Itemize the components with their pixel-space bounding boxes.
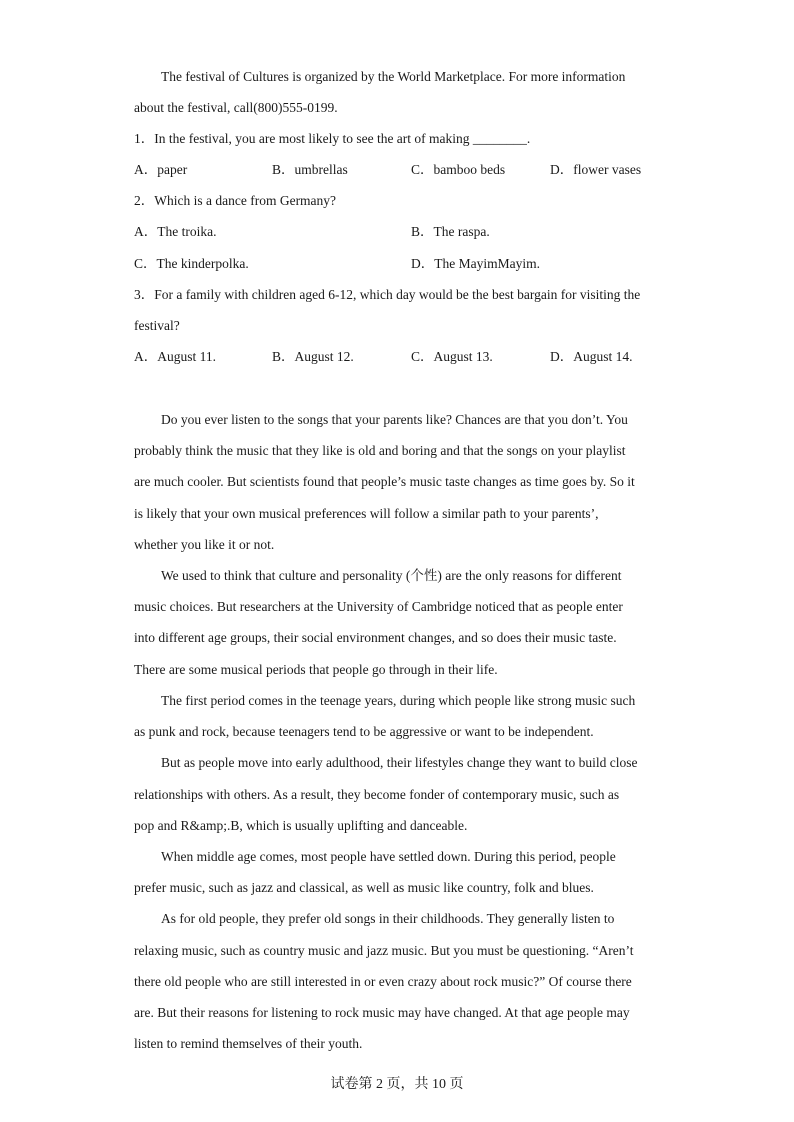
passage-b-line: When middle age comes, most people have settled down. During this period, people xyxy=(161,849,616,864)
question-2-option-a: A．The troika. xyxy=(134,224,217,239)
passage-b-line: are much cooler. But scientists found that people’s music taste changes as time goes by. So it xyxy=(134,474,635,489)
passage-b-line: prefer music, such as jazz and classical, as well as music like country, folk and blues. xyxy=(134,880,594,895)
page-footer: 试卷第 2 页，共 10 页 xyxy=(330,1077,464,1092)
passage-b-line: pop and R&amp;.B, which is usually uplifting and danceable. xyxy=(134,818,468,833)
question-3-stem: festival? xyxy=(134,318,180,333)
passage-b-line: There are some musical periods that people go through in their life. xyxy=(134,662,498,677)
passage-b-line: into different age groups, their social environment changes, and so does their music taste. xyxy=(134,630,617,645)
passage-b-line: relationships with others. As a result, they become fonder of contemporary music, such as xyxy=(134,787,620,802)
question-3-stem: 3．For a family with children aged 6-12, which day would be the best bargain for visiting the xyxy=(134,287,641,302)
passage-b-line: Do you ever listen to the songs that your parents like? Chances are that you don’t. You xyxy=(161,412,628,427)
passage-b-line: as punk and rock, because teenagers tend to be aggressive or want to be independent. xyxy=(134,724,594,739)
passage-a-line: The festival of Cultures is organized by the World Marketplace. For more information xyxy=(161,69,626,84)
question-2-option-b: B．The raspa. xyxy=(411,224,490,239)
passage-b-line: music choices. But researchers at the University of Cambridge noticed that as people enter xyxy=(134,599,623,614)
question-1-option-d: D．flower vases xyxy=(550,162,642,177)
passage-b-line: are. But their reasons for listening to rock music may have changed. At that age people may xyxy=(134,1005,630,1020)
passage-b-line: is likely that your own musical preferences will follow a similar path to your parents’, xyxy=(134,506,599,521)
passage-a-line: about the festival, call(800)555-0199. xyxy=(134,100,338,115)
question-2-stem: 2．Which is a dance from Germany? xyxy=(134,193,337,208)
question-1-stem: 1．In the festival, you are most likely to see the art of making ________. xyxy=(134,131,531,146)
question-3-option-b: B．August 12. xyxy=(272,349,354,364)
passage-b-line: We used to think that culture and personality (个性) are the only reasons for different xyxy=(161,568,622,583)
question-1-option-c: C．bamboo beds xyxy=(411,162,506,177)
question-2-option-c: C．The kinderpolka. xyxy=(134,256,249,271)
question-3-option-a: A．August 11. xyxy=(134,349,217,364)
passage-b-line: whether you like it or not. xyxy=(134,537,275,552)
passage-b-line: probably think the music that they like is old and boring and that the songs on your playlist xyxy=(134,443,626,458)
passage-b-line: there old people who are still interested in or even crazy about rock music?” Of course there xyxy=(134,974,632,989)
question-2-option-d: D．The MayimMayim. xyxy=(411,256,540,271)
passage-b-line: listen to remind themselves of their youth. xyxy=(134,1036,363,1051)
passage-b-line: As for old people, they prefer old songs in their childhoods. They generally listen to xyxy=(161,911,615,926)
passage-b-line: But as people move into early adulthood, their lifestyles change they want to build close xyxy=(161,755,638,770)
passage-b-line: relaxing music, such as country music and jazz music. But you must be questioning. “Aren’t xyxy=(134,943,634,958)
question-3-option-d: D．August 14. xyxy=(550,349,633,364)
question-1-option-b: B．umbrellas xyxy=(272,162,348,177)
question-3-option-c: C．August 13. xyxy=(411,349,493,364)
passage-b-line: The first period comes in the teenage years, during which people like strong music such xyxy=(161,693,636,708)
question-1-option-a: A．paper xyxy=(134,162,188,177)
